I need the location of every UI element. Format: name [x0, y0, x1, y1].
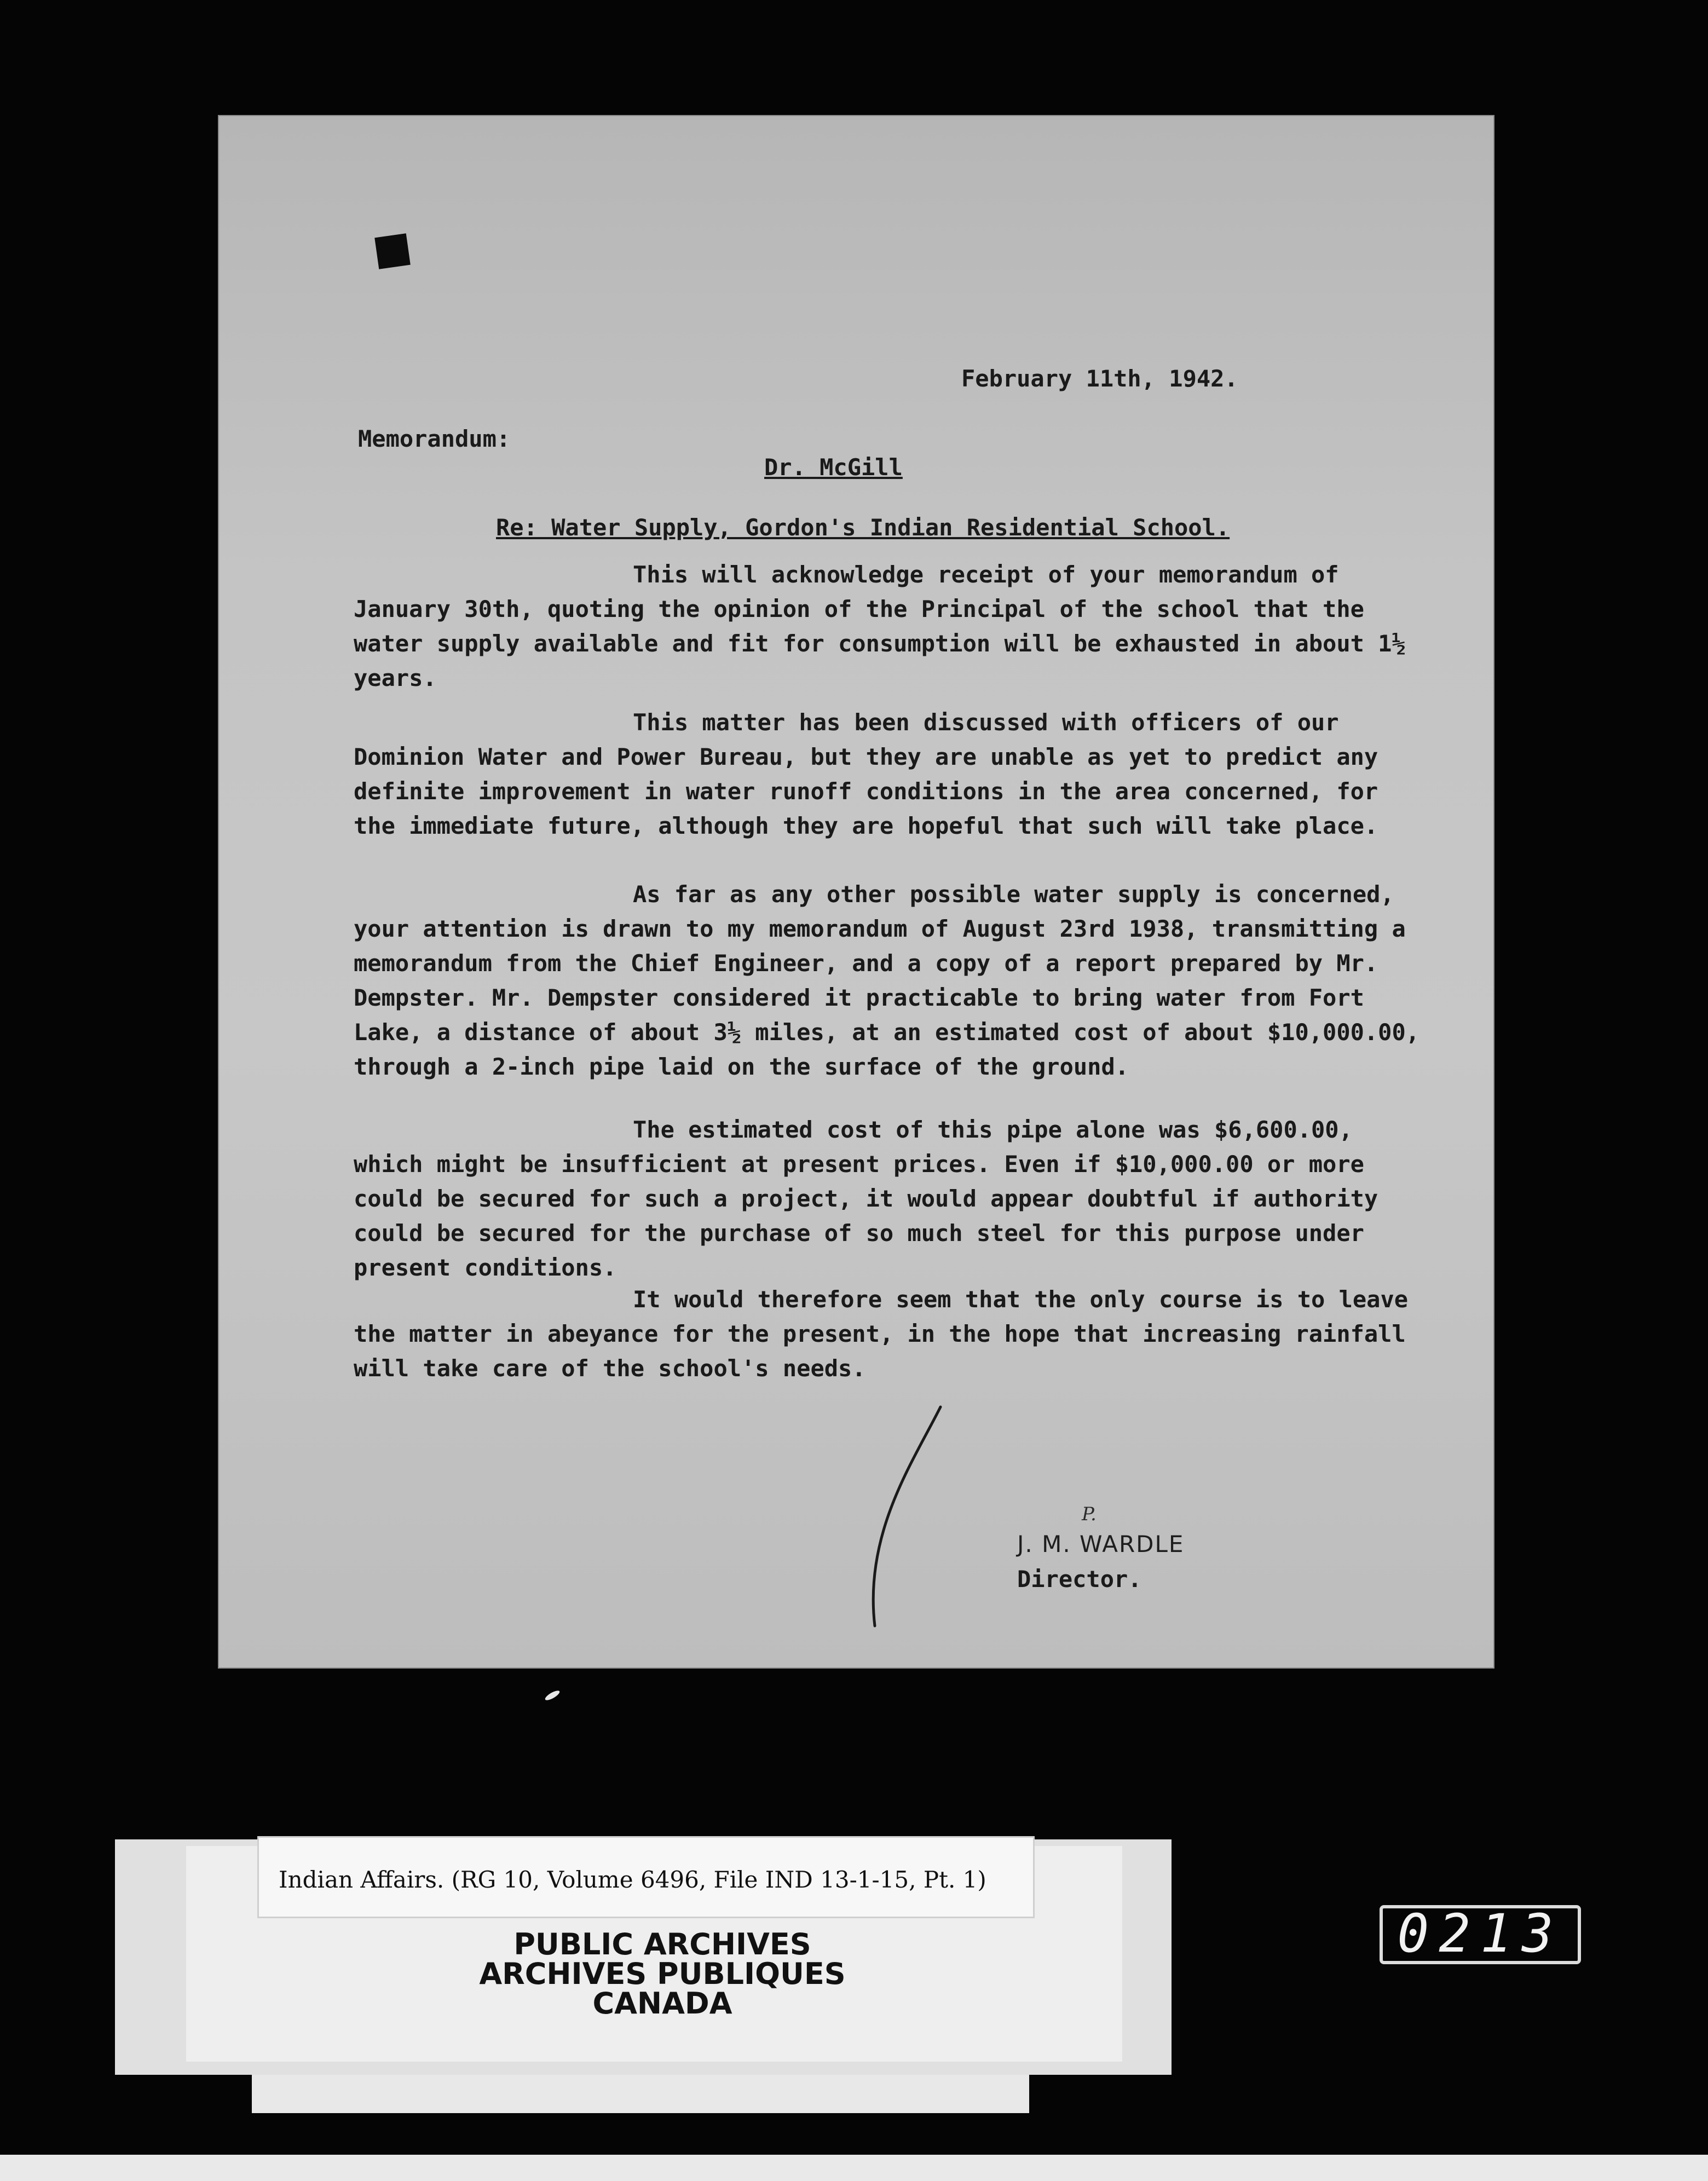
- frame-number: 0213: [1380, 1905, 1581, 1964]
- memo-page: [218, 115, 1495, 1669]
- name-stamp: J. M. WARDLE: [1017, 1531, 1185, 1557]
- paragraph-3: [354, 877, 1427, 1084]
- archive-citation: Indian Affairs. (RG 10, Volume 6496, File IND 13-1-15, Pt. 1): [279, 1866, 986, 1893]
- paragraph-text: This will acknowledge receipt of your memorandum of January 30th, quoting the opinion of the Principal of the school that the water supply available and fit for consumption will be exhausted in about 1½ years.: [354, 561, 1406, 691]
- archives-line-country: CANADA: [592, 1986, 732, 2021]
- memo-addressee: Dr. McGill: [764, 454, 903, 481]
- archives-line-french: ARCHIVES PUBLIQUES: [479, 1957, 846, 1991]
- signature-initial: P.: [1082, 1503, 1097, 1525]
- signatory-title: Director.: [1017, 1566, 1142, 1593]
- handwritten-signature: [798, 1401, 962, 1631]
- paragraph-text: This matter has been discussed with officers of our Dominion Water and Power Bureau, but they are unable as yet to predict any definite improvement in water runoff conditions in the area concerned, for the immediate future, although they are hopeful that such will take place.: [354, 709, 1378, 839]
- memo-subject: Re: Water Supply, Gordon's Indian Residential School.: [496, 514, 1230, 541]
- paragraph-2: [354, 705, 1427, 843]
- paragraph-text: As far as any other possible water supply is concerned, your attention is drawn to my memorandum of August 23rd 1938, transmitting a memorandum from the Chief Engineer, and a copy of a report prepared by Mr. Dempster. Mr. Dempster considered it practicable to bring water from Fort Lake, a distance of about 3½ miles, at an estimated cost of about $10,000.00, through a 2-inch pipe laid on the surface of the ground.: [354, 881, 1420, 1080]
- paragraph-5: [354, 1282, 1427, 1386]
- paragraph-4: [354, 1112, 1427, 1285]
- paragraph-text: It would therefore seem that the only course is to leave the matter in abeyance for the present, in the hope that increasing rainfall will take care of the school's needs.: [354, 1286, 1409, 1382]
- archive-citation-card: [257, 1836, 1035, 1918]
- memo-label: Memorandum:: [358, 425, 511, 452]
- paragraph-1: [354, 557, 1427, 695]
- memo-date: February 11th, 1942.: [961, 365, 1238, 392]
- film-edge: [0, 2155, 1708, 2181]
- archive-label-tab: [252, 2075, 1029, 2113]
- paragraph-text: The estimated cost of this pipe alone was $6,600.00, which might be insufficient at present prices. Even if $10,000.00 or more could be secured for such a project, it would appear doubtful if authority could be secured for the purchase of so much steel for this purpose under present conditions.: [354, 1116, 1378, 1281]
- punch-hole-mark: [374, 233, 411, 269]
- archives-line-english: PUBLIC ARCHIVES: [513, 1927, 811, 1961]
